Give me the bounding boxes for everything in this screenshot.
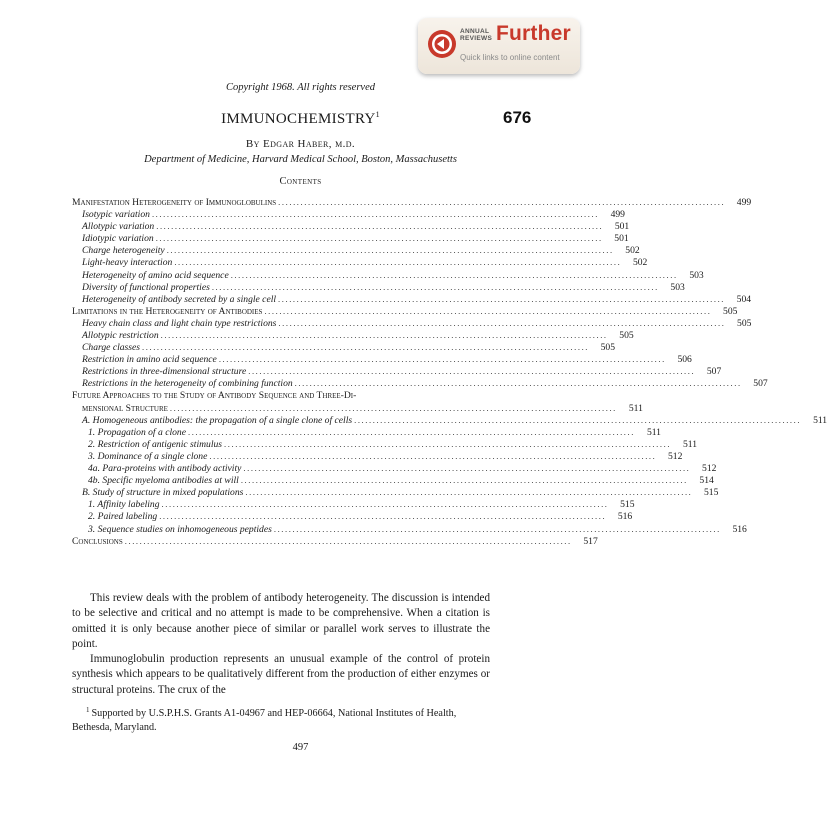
- toc-entry-page: 504: [736, 293, 752, 305]
- badge-annual: ANNUAL: [460, 28, 490, 35]
- toc-entry-title: Heterogeneity of antibody secreted by a single cell: [82, 293, 277, 305]
- toc-dot-leader: ........................................................................................................................: [211, 281, 659, 292]
- toc-entry-title: Charge classes: [82, 342, 141, 354]
- toc-dot-leader: ........................................................................................................................: [273, 523, 721, 534]
- toc-entry-title: Idiotypic variation: [82, 233, 154, 245]
- toc-entry-page: 505: [737, 317, 752, 329]
- toc-entry-page: 517: [583, 535, 598, 547]
- toc-dot-leader: ........................................................................................................................: [159, 511, 607, 522]
- badge-annual-reviews-text: [460, 28, 492, 42]
- toc-entry-page: 512: [702, 463, 717, 475]
- toc-dot-leader: ........................................................................................................................: [278, 317, 726, 328]
- toc-entry: [72, 365, 722, 378]
- toc-dot-leader: ........................................................................................................................: [169, 402, 617, 413]
- toc-entry: [72, 377, 768, 390]
- toc-entry: [72, 281, 685, 293]
- toc-entry-title: 2. Paired labeling: [88, 511, 158, 523]
- toc-entry-title: Restrictions in the heterogeneity of combining function: [82, 378, 293, 390]
- toc-entry: [72, 474, 714, 487]
- toc-entry-page: 505: [723, 305, 738, 317]
- article-number: 676: [503, 108, 532, 127]
- toc-entry-page: 511: [813, 414, 827, 426]
- toc-dot-leader: ........................................................................................................................: [166, 245, 614, 256]
- toc-entry-title: 2. Restriction of antigenic stimulus: [88, 438, 223, 450]
- toc-dot-leader: ........................................................................................................................: [124, 535, 572, 546]
- toc-entry-title: Light-heavy interaction: [82, 257, 173, 269]
- badge-reviews: REVIEWS: [460, 35, 493, 42]
- toc-entry-page: 501: [614, 233, 629, 245]
- toc-entry: [72, 353, 692, 366]
- toc-entry: [72, 196, 752, 208]
- toc-entry: [72, 402, 643, 414]
- toc-dot-leader: ........................................................................................................................: [142, 342, 590, 353]
- toc-entry-title: Future Approaches to the Study of Antibody Sequence and Three-Di-: [72, 389, 357, 401]
- toc-entry-title: Allotypic variation: [82, 221, 155, 233]
- footnote-mark: 1: [86, 706, 90, 714]
- body-paragraph-1: This review deals with the problem of antibody heterogeneity. The discussion is intended to be selective and critical and no attempt is made to be comprehensive. When a citation is omitted it is only because another piece of similar or parallel work serves to illustrate the point.: [72, 592, 490, 650]
- toc-entry: [72, 244, 640, 257]
- toc-entry: [72, 498, 635, 511]
- toc-entry-page: 503: [670, 281, 685, 293]
- toc-dot-leader: ........................................................................................................................: [209, 450, 657, 461]
- badge-subtitle: Quick links to online content: [460, 53, 560, 62]
- toc-entry-page: 503: [689, 269, 704, 281]
- toc-entry: [72, 220, 630, 233]
- toc-entry-page: 505: [619, 330, 634, 342]
- body-paragraph-2: Immunoglobulin production represents an unusual example of the control of protein synthesis which appears to be qualitatively different from the production of either enzymes or structural proteins. The crux of the: [72, 653, 490, 696]
- toc-dot-leader: ........................................................................................................................: [218, 354, 666, 365]
- toc-entry-page: 501: [614, 221, 630, 233]
- toc-entry: [72, 426, 661, 438]
- toc-entry-title: Restriction in amino acid sequence: [82, 354, 217, 366]
- toc-entry: [72, 329, 634, 342]
- toc-entry: [72, 462, 717, 475]
- toc-entry: [72, 438, 698, 450]
- toc-dot-leader: ........................................................................................................................: [151, 209, 599, 220]
- toc-entry-title: Charge heterogeneity: [82, 245, 165, 257]
- toc-entry: [72, 486, 719, 499]
- toc-entry-page: 502: [625, 245, 640, 257]
- toc-dot-leader: ........................................................................................................................: [174, 257, 622, 268]
- toc-entry-title: Manifestation Heterogeneity of Immunoglobulins: [72, 197, 277, 208]
- toc-dot-leader: ........................................................................................................................: [248, 366, 696, 377]
- toc-entry-page: 506: [677, 354, 692, 366]
- toc-dot-leader: ........................................................................................................................: [243, 463, 691, 474]
- annual-reviews-logo-icon: [427, 29, 457, 59]
- toc-entry: [72, 317, 752, 329]
- table-of-contents: [72, 196, 827, 547]
- toc-entry-page: 499: [610, 209, 625, 221]
- toc-dot-leader: ........................................................................................................................: [156, 221, 604, 232]
- toc-entry-title: Allotypic restriction: [82, 330, 159, 342]
- toc-dot-leader: ........................................................................................................................: [278, 197, 726, 207]
- toc-entry-title: Diversity of functional properties: [82, 281, 210, 293]
- toc-entry-title: A. Homogeneous antibodies: the propagation of a single clone of cells: [82, 414, 353, 426]
- author-affiliation: Department of Medicine, Harvard Medical School, Boston, Massachusetts: [144, 154, 457, 165]
- toc-entry-title: Conclusions: [72, 535, 123, 547]
- toc-entry-title: Heavy chain class and light chain type restrictions: [82, 317, 277, 329]
- toc-entry-page: 515: [704, 487, 719, 499]
- toc-entry: [72, 305, 738, 317]
- toc-entry-page: 511: [683, 438, 698, 450]
- toc-entry-page: 515: [620, 499, 635, 511]
- toc-dot-leader: ........................................................................................................................: [294, 378, 742, 389]
- toc-entry: [72, 256, 648, 269]
- title-footnote-mark: 1: [375, 110, 380, 119]
- footnote-text: Supported by U.S.P.H.S. Grants A1-04967 and HEP-06664, National Institutes of Health, Bethesda, Maryland.: [72, 708, 457, 733]
- toc-entry-title: 3. Sequence studies on inhomogeneous peptides: [88, 523, 272, 535]
- toc-dot-leader: ........................................................................................................................: [160, 330, 608, 341]
- badge-further-label: Further: [496, 22, 571, 45]
- toc-entry-page: 507: [706, 366, 722, 378]
- article-title: [0, 110, 601, 128]
- toc-entry: [72, 390, 490, 402]
- toc-entry-page: 512: [667, 450, 683, 462]
- toc-entry-title: Limitations in the Heterogeneity of Antibodies: [72, 305, 263, 317]
- toc-entry-page: 499: [736, 197, 752, 208]
- toc-entry: [72, 414, 827, 426]
- toc-dot-leader: ........................................................................................................................: [161, 499, 609, 510]
- toc-entry: [72, 523, 747, 535]
- article-title-text: IMMUNOCHEMISTRY: [221, 111, 376, 127]
- toc-dot-leader: ........................................................................................................................: [224, 438, 672, 449]
- toc-entry-page: 511: [646, 426, 661, 438]
- toc-dot-leader: ........................................................................................................................: [187, 426, 635, 437]
- toc-entry-title: Isotypic variation: [82, 209, 150, 221]
- toc-entry-title: Restrictions in three-dimensional structure: [82, 366, 247, 378]
- toc-dot-leader: ........................................................................................................................: [155, 233, 603, 244]
- annual-reviews-further-badge[interactable]: [418, 18, 580, 74]
- toc-entry-page: 505: [600, 342, 616, 354]
- toc-entry-title: B. Study of structure in mixed populations: [82, 487, 244, 499]
- toc-entry: [72, 208, 625, 221]
- toc-entry-title: Heterogeneity of amino acid sequence: [82, 269, 229, 281]
- toc-dot-leader: ........................................................................................................................: [264, 305, 712, 316]
- author-line: By Edgar Haber, m.d.: [245, 138, 356, 150]
- toc-dot-leader: ........................................................................................................................: [240, 475, 688, 486]
- footnote: [72, 704, 490, 734]
- body-text: [72, 591, 490, 698]
- toc-entry: [72, 232, 629, 245]
- toc-entry: [72, 510, 633, 523]
- copyright-notice: Copyright 1968. All rights reserved: [225, 82, 376, 93]
- toc-entry: [72, 450, 683, 462]
- toc-entry-title: 4a. Para-proteins with antibody activity: [88, 463, 242, 475]
- toc-entry-title: mensional Structure: [82, 402, 168, 414]
- toc-dot-leader: ........................................................................................................................: [354, 414, 802, 425]
- page-number: 497: [292, 742, 309, 753]
- toc-entry: [72, 269, 704, 281]
- toc-entry: [72, 535, 598, 547]
- toc-entry-title: 1. Propagation of a clone: [88, 426, 186, 438]
- toc-entry-page: 516: [617, 511, 633, 523]
- contents-heading: Contents: [279, 176, 322, 187]
- toc-dot-leader: ........................................................................................................................: [278, 293, 726, 304]
- toc-entry-title: 4b. Specific myeloma antibodies at will: [88, 475, 239, 487]
- toc-entry-page: 514: [699, 475, 714, 487]
- toc-entry-page: 502: [632, 257, 648, 269]
- toc-entry-page: 516: [732, 523, 747, 535]
- toc-entry-title: 1. Affinity labeling: [88, 499, 160, 511]
- toc-entry: [72, 341, 616, 354]
- toc-dot-leader: ........................................................................................................................: [230, 269, 678, 280]
- toc-entry-page: 507: [753, 378, 768, 390]
- toc-entry-page: 511: [628, 402, 643, 414]
- toc-dot-leader: ........................................................................................................................: [245, 487, 693, 498]
- toc-entry-title: 3. Dominance of a single clone: [88, 450, 208, 462]
- toc-entry: [72, 293, 752, 305]
